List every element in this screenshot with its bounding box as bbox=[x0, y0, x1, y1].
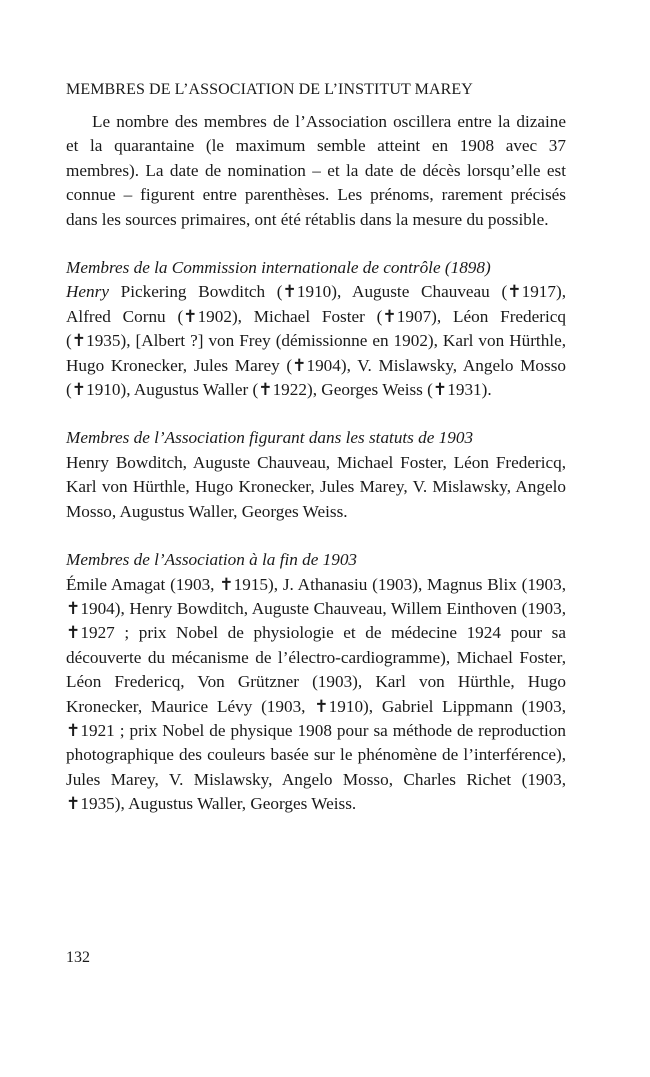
section-title: Membres de l’Association figurant dans les statuts de 1903 bbox=[66, 428, 474, 448]
section-body: Émile Amagat (1903, ✝1915), J. Athanasiu (1903), Magnus Blix (1903, ✝1904), Henry Bowditch, Auguste Chauveau, Willem Einthoven (1903, ✝1927 ; prix Nobel de physiologie et de médecine 1924 pour sa découverte du mécanisme de l’électro-cardiogramme), Michael Foster, Léon Fredericq, Von Grützner (1903), Karl von Hürthle, Hugo Kronecker, Maurice Lévy (1903, ✝1910), Gabriel Lippmann (1903, ✝1921 ; prix Nobel de physique 1908 pour sa méthode de reproduction photographique des couleurs basée sur le phénomène de l’interférence), Jules Marey, V. Mislawsky, Angelo Mosso, Charles Richet (1903, ✝1935), Augustus Waller, Georges Weiss. bbox=[66, 574, 566, 814]
page-number: 132 bbox=[66, 949, 90, 966]
section-body: Henry Bowditch, Auguste Chauveau, Michael Foster, Léon Fredericq, Karl von Hürthle, Hugo Kronecker, Jules Marey, V. Mislawsky, Angelo Mosso, Augustus Waller, Georges Weiss. bbox=[66, 452, 566, 521]
page-content bbox=[66, 78, 566, 817]
section-fin-1903 bbox=[66, 548, 566, 816]
section-body bbox=[66, 280, 566, 402]
section-statuts-1903 bbox=[66, 426, 566, 524]
section-title: Membres de l’Association à la fin de 1903 bbox=[66, 550, 358, 570]
page-heading: MEMBRES DE L’ASSOCIATION DE L’INSTITUT MAREY bbox=[66, 81, 473, 98]
section-body-text: Pickering Bowditch (✝1910), Auguste Chauveau (✝1917), Alfred Cornu (✝1902), Michael Foster (✝1907), Léon Fredericq (✝1935), [Albert ?] von Frey (démissionne en 1902), Karl von Hürthle, Hugo Kronecker, Jules Marey (✝1904), V. Mislawsky, Angelo Mosso (✝1910), Augustus Waller (✝1922), Georges Weiss (✝1931). bbox=[66, 282, 566, 400]
section-lead-italic: Henry bbox=[66, 282, 109, 302]
section-commission-1898 bbox=[66, 256, 566, 402]
section-title: Membres de la Commission internationale de contrôle (1898) bbox=[66, 258, 491, 278]
intro-paragraph: Le nombre des membres de l’Association oscillera entre la dizaine et la quarantaine (le maximum semble atteint en 1908 avec 37 membres). La date de nomination – et la date de décès lorsqu’elle est connue – figurent entre parenthèses. Les prénoms, rarement précisés dans les sources primaires, ont été rétablis dans la mesure du possible. bbox=[66, 112, 566, 229]
